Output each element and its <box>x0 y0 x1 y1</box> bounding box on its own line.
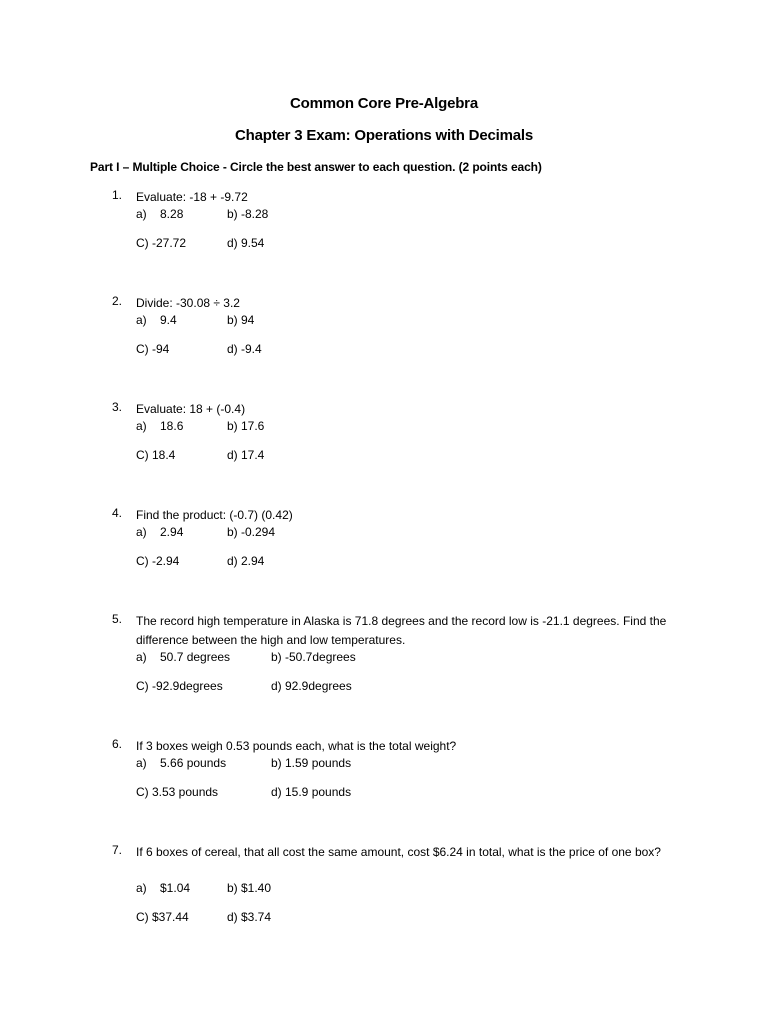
choice-d[interactable]: d) 15.9 pounds <box>271 785 352 799</box>
document-title: Common Core Pre-Algebra <box>290 95 478 112</box>
question-number: 7. <box>112 843 123 857</box>
question-number: 2. <box>112 294 123 308</box>
choice-c[interactable]: C) -2.94 <box>136 554 180 568</box>
choice-d[interactable]: d) 9.54 <box>227 236 265 250</box>
choice-b[interactable]: b) -8.28 <box>227 207 269 221</box>
choice-c[interactable]: C) 18.4 <box>136 448 176 462</box>
choice-a[interactable]: a) 18.6 <box>136 419 184 433</box>
choice-d[interactable]: d) 2.94 <box>227 554 265 568</box>
section-instructions: Part I – Multiple Choice - Circle the best answer to each question. (2 points each) <box>90 160 542 174</box>
question-text: Evaluate: -18 + -9.72 <box>136 190 248 204</box>
choice-a[interactable]: a) 9.4 <box>136 313 177 327</box>
choice-c[interactable]: C) $37.44 <box>136 910 189 924</box>
question-number: 5. <box>112 612 123 626</box>
choice-a[interactable]: a) 50.7 degrees <box>136 650 231 664</box>
choice-b[interactable]: b) 94 <box>227 313 255 327</box>
choice-c[interactable]: C) -27.72 <box>136 236 187 250</box>
choice-c[interactable]: C) -92.9degrees <box>136 679 223 693</box>
question-text: Divide: -30.08 ÷ 3.2 <box>136 296 240 310</box>
question-text: The record high temperature in Alaska is 71.8 degrees and the record low is -21.1 degrees. Find the difference between the high and low temperatures. <box>136 614 667 647</box>
choice-a[interactable]: a) $1.04 <box>136 881 191 895</box>
question-text: If 3 boxes weigh 0.53 pounds each, what is the total weight? <box>136 739 457 753</box>
question-text: Find the product: (-0.7) (0.42) <box>136 508 293 522</box>
question-number: 4. <box>112 506 123 520</box>
document-subtitle: Chapter 3 Exam: Operations with Decimals <box>235 127 533 144</box>
question-number: 6. <box>112 737 123 751</box>
choice-d[interactable]: d) -9.4 <box>227 342 262 356</box>
choice-a[interactable]: a) 8.28 <box>136 207 184 221</box>
choice-b[interactable]: b) 1.59 pounds <box>271 756 352 770</box>
choice-b[interactable]: b) $1.40 <box>227 881 272 895</box>
question-text: If 6 boxes of cereal, that all cost the same amount, cost $6.24 in total, what is the price of one box? <box>136 845 661 859</box>
question-number: 1. <box>112 188 123 202</box>
choice-c[interactable]: C) 3.53 pounds <box>136 785 219 799</box>
choice-d[interactable]: d) $3.74 <box>227 910 272 924</box>
choice-c[interactable]: C) -94 <box>136 342 170 356</box>
choice-d[interactable]: d) 17.4 <box>227 448 265 462</box>
choice-b[interactable]: b) -0.294 <box>227 525 276 539</box>
question-text: Evaluate: 18 + (-0.4) <box>136 402 246 416</box>
choice-b[interactable]: b) -50.7degrees <box>271 650 356 664</box>
question-number: 3. <box>112 400 123 414</box>
choice-d[interactable]: d) 92.9degrees <box>271 679 352 693</box>
choice-a[interactable]: a) 2.94 <box>136 525 184 539</box>
choice-a[interactable]: a) 5.66 pounds <box>136 756 227 770</box>
choice-b[interactable]: b) 17.6 <box>227 419 265 433</box>
